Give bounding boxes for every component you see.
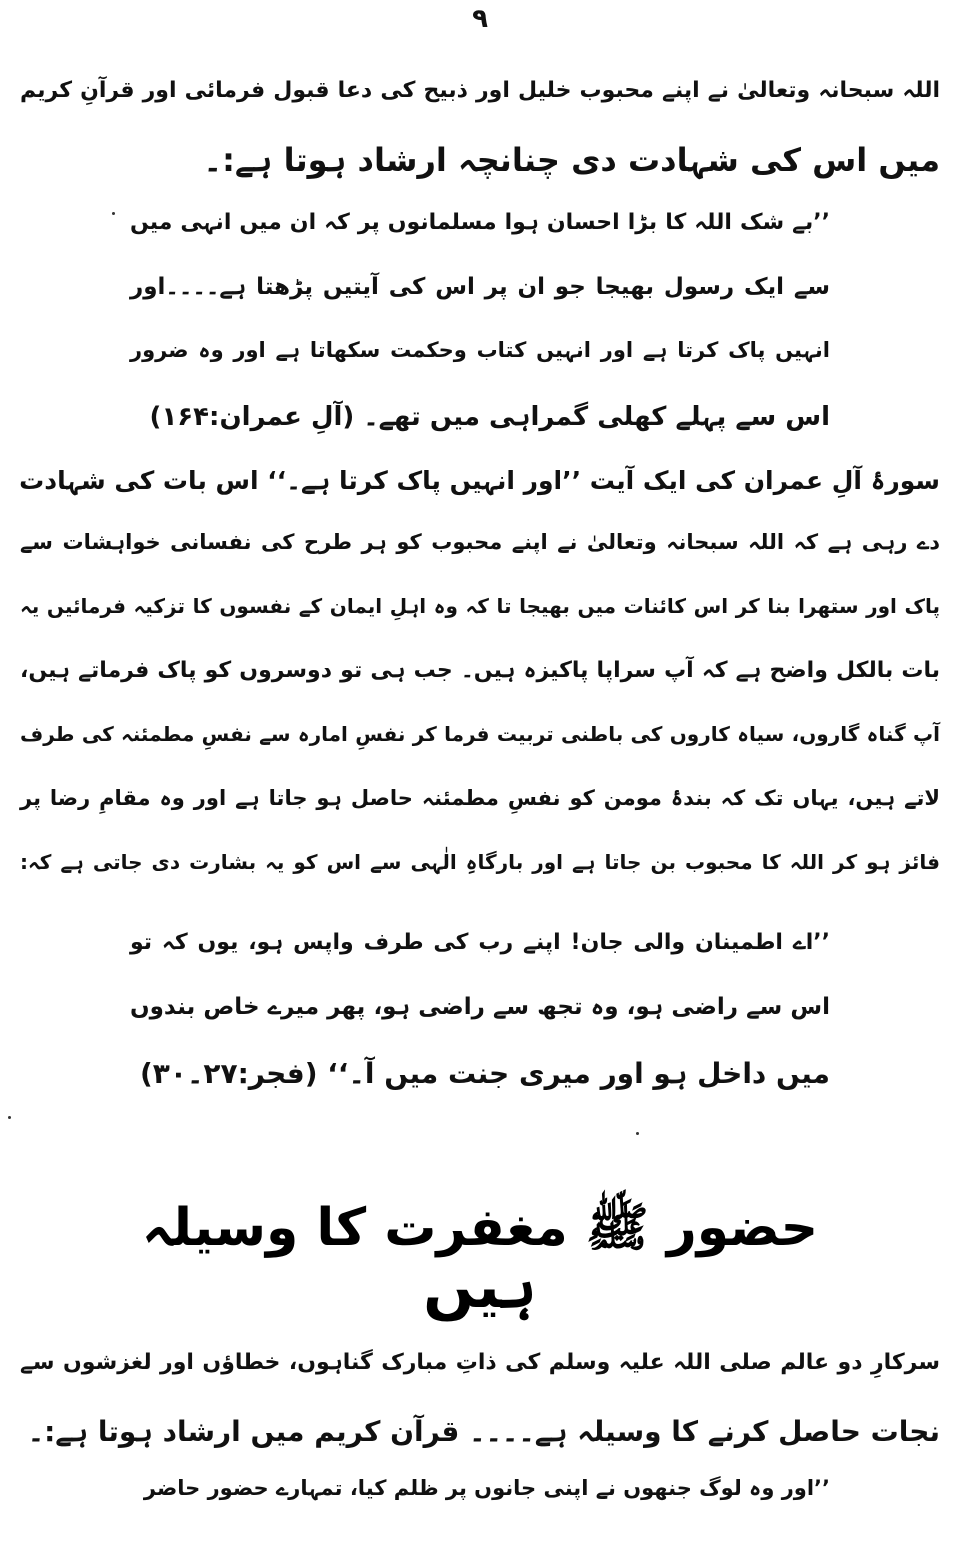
page-number: ۹ [472, 4, 488, 34]
quote-1-line-4: اس سے پہلے کھلی گمراہی میں تھے۔ (آلِ عمران:۱۶۴) [149, 402, 830, 432]
paragraph-2-line-4: بات بالکل واضح ہے کہ آپ سراپا پاکیزہ ہیں۔ جب ہی تو دوسروں کو پاک فرماتے ہیں، [20, 658, 940, 683]
quote-3-line-1: ’’اور وہ لوگ جنھوں نے اپنی جانوں پر ظلم کیا، تمہارے حضور حاضر [143, 1476, 830, 1500]
paragraph-2-line-1: سورۂ آلِ عمران کی ایک آیت ’’اور انہیں پاک کرتا ہے۔‘‘ اس بات کی شہادت [19, 466, 940, 495]
scan-speck [636, 1132, 639, 1135]
quote-1-line-1: ’’بے شک اللہ کا بڑا احسان ہوا مسلمانوں پر کہ ان میں انہی میں [130, 210, 830, 235]
paragraph-1-line-2: میں اس کی شہادت دی چنانچہ ارشاد ہوتا ہے:۔ [203, 141, 940, 179]
paragraph-3-line-1: سرکارِ دو عالم صلی اللہ علیہ وسلم کی ذاتِ مبارک گناہوں، خطاؤں اور لغزشوں سے [20, 1350, 940, 1375]
quote-2-line-3: میں داخل ہو اور میری جنت میں آ۔‘‘ (فجر:۲۷۔۳۰) [139, 1057, 830, 1090]
paragraph-2-line-5: آپ گناہ گاروں، سیاہ کاروں کی باطنی تربیت فرما کر نفسِ امارہ سے نفسِ مطمئنہ کی طرف [20, 722, 940, 746]
paragraph-2-line-3: پاک اور ستھرا بنا کر اس کائنات میں بھیجا تا کہ وہ اہلِ ایمان کے نفسوں کا تزکیہ فرمائیں یہ [20, 594, 940, 618]
paragraph-3-line-2: نجات حاصل کرنے کا وسیلہ ہے۔۔۔۔ قرآن کریم میں ارشاد ہوتا ہے:۔ [27, 1415, 940, 1448]
paragraph-2-line-7: فائز ہو کر اللہ کا محبوب بن جاتا ہے اور بارگاہِ الٰہی سے اس کو یہ بشارت دی جاتی ہے کہ: [20, 850, 940, 874]
section-heading-line-2: ہیں [423, 1252, 537, 1322]
scan-speck [8, 1116, 11, 1119]
quote-2-line-2: اس سے راضی ہو، وہ تجھ سے راضی ہو، پھر میرے خاص بندوں [130, 994, 830, 1020]
paragraph-2-line-6: لاتے ہیں، یہاں تک کہ بندۂ مومن کو نفسِ مطمئنہ حاصل ہو جاتا ہے اور وہ مقامِ رضا پر [20, 786, 940, 810]
paragraph-2-line-2: دے رہی ہے کہ اللہ سبحانہ وتعالیٰ نے اپنے محبوب کو ہر طرح کی نفسانی خواہشات سے [20, 530, 940, 554]
scan-speck [112, 212, 115, 215]
paragraph-1-line-1: اللہ سبحانہ وتعالیٰ نے اپنے محبوب خلیل اور ذبیح کی دعا قبول فرمائی اور قرآنِ کریم [20, 78, 940, 103]
quote-1-line-2: سے ایک رسول بھیجا جو ان پر اس کی آیتیں پڑھتا ہے۔۔۔۔اور [130, 274, 830, 300]
section-heading-line-1: حضور ﷺ مغفرت کا وسیلہ [141, 1198, 819, 1258]
quote-1-line-3: انہیں پاک کرتا ہے اور انہیں کتاب وحکمت سکھاتا ہے اور وہ ضرور [130, 338, 830, 362]
quote-2-line-1: ’’اے اطمینان والی جان! اپنے رب کی طرف واپس ہو، یوں کہ تو [130, 930, 830, 955]
